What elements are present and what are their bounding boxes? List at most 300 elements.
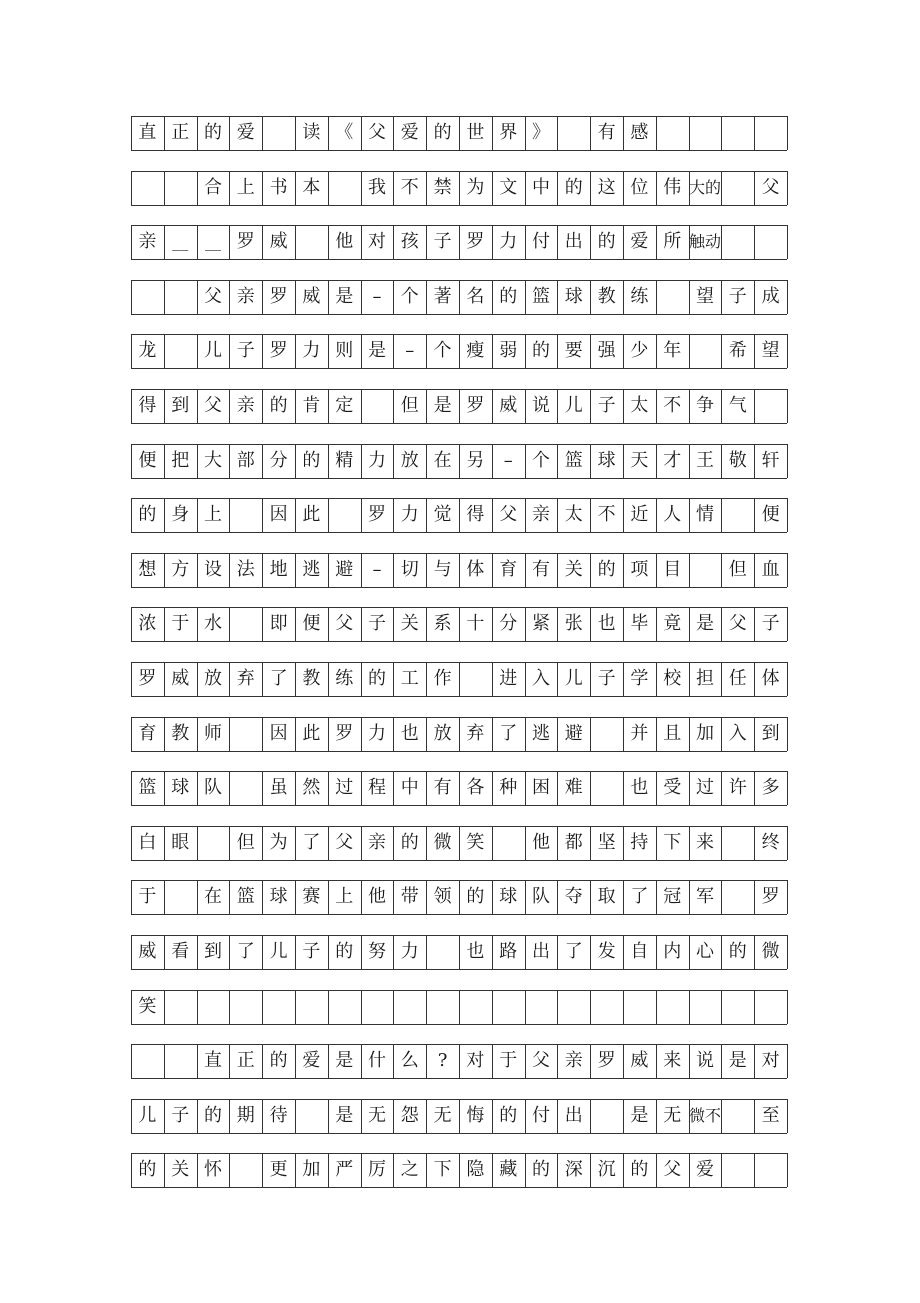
grid-cell: 罗 [466, 395, 485, 416]
grid-cell: 的 [728, 941, 747, 962]
grid-cell: 球 [597, 449, 616, 471]
grid-line [131, 423, 787, 424]
grid-cell: 则 [335, 340, 354, 362]
text-row [131, 444, 787, 478]
grid-cell: 是 [335, 1104, 354, 1126]
grid-cell [229, 498, 262, 532]
grid-cell: 正 [171, 122, 190, 143]
grid-cell: – [372, 558, 382, 580]
grid-cell: 的 [433, 122, 452, 143]
grid-cell: 也 [597, 613, 616, 635]
grid-cell [590, 717, 623, 751]
grid-cell [590, 1099, 623, 1133]
grid-cell: 的 [499, 1104, 518, 1126]
grid-cell: 太 [630, 395, 649, 416]
grid-cell: 儿 [269, 941, 288, 962]
grid-cell: 中 [400, 777, 419, 799]
grid-cell: 威 [499, 395, 518, 416]
grid-cell: 种 [499, 777, 518, 799]
grid-cell: 轩 [761, 449, 780, 471]
grid-cell: 育 [138, 722, 157, 744]
grid-cell [393, 990, 426, 1024]
grid-cell: 与 [433, 558, 452, 580]
grid-cell [754, 389, 787, 423]
grid-cell [590, 990, 623, 1024]
grid-line [131, 751, 787, 752]
grid-cell: 体 [761, 668, 780, 689]
grid-cell: 到 [761, 722, 780, 744]
grid-cell: 争 [695, 395, 714, 416]
grid-cell: 罗 [335, 722, 354, 744]
grid-cell: 无 [367, 1104, 386, 1126]
grid-cell: 篮 [236, 886, 255, 908]
grid-line [787, 280, 788, 314]
grid-cell [328, 498, 361, 532]
grid-cell: 亲 [236, 395, 255, 416]
grid-cell: 父 [728, 613, 747, 635]
grid-cell: 过 [335, 777, 354, 799]
grid-cell: 避 [564, 722, 583, 744]
grid-cell: 任 [728, 668, 747, 689]
grid-line [787, 498, 788, 532]
grid-cell: 球 [269, 886, 288, 908]
grid-cell: 感 [630, 122, 649, 143]
grid-cell: 方 [171, 558, 190, 580]
grid-cell: 十 [466, 613, 485, 635]
grid-cell: 且 [663, 722, 682, 744]
grid-cell: 的 [203, 1104, 222, 1126]
text-row [131, 171, 787, 205]
grid-cell: 便 [302, 613, 321, 635]
grid-cell [328, 990, 361, 1024]
grid-cell: 入 [728, 722, 747, 744]
grid-cell: 球 [564, 285, 583, 307]
grid-cell: 的 [269, 1050, 288, 1072]
grid-cell: 位 [630, 176, 649, 198]
grid-cell: 眼 [171, 831, 190, 853]
grid-cell: 肯 [302, 395, 321, 416]
grid-cell: 张 [564, 613, 583, 635]
grid-cell [164, 171, 197, 205]
grid-cell: 亲 [564, 1050, 583, 1072]
grid-cell: 来 [695, 831, 714, 853]
text-row [131, 607, 787, 641]
grid-cell: 龙 [138, 340, 157, 362]
grid-cell: 路 [499, 941, 518, 962]
grid-line [131, 1024, 787, 1025]
grid-cell [164, 990, 197, 1024]
grid-line [787, 171, 788, 205]
grid-cell: 弃 [236, 668, 255, 689]
grid-cell: 难 [564, 777, 583, 799]
grid-cell: 不 [597, 504, 616, 526]
grid-cell: 工 [400, 668, 419, 689]
grid-cell: ? [437, 1050, 448, 1072]
grid-cell [689, 334, 722, 368]
grid-cell: 儿 [564, 395, 583, 416]
grid-cell: 他 [335, 231, 354, 253]
grid-cell: 直 [203, 1050, 222, 1072]
grid-cell: 的 [597, 231, 616, 253]
grid-cell: 然 [302, 777, 321, 799]
grid-cell: 放 [203, 668, 222, 689]
grid-line [787, 935, 788, 969]
grid-cell: 微 [433, 831, 452, 853]
grid-cell: 力 [302, 340, 321, 362]
grid-cell: 说 [695, 1050, 714, 1072]
grid-cell: 威 [138, 941, 157, 962]
grid-cell: 微 [761, 941, 780, 962]
grid-cell: 本 [302, 176, 321, 198]
grid-line [787, 553, 788, 587]
grid-cell: 笑 [466, 831, 485, 853]
grid-cell: 才 [663, 449, 682, 471]
grid-cell: 子 [761, 613, 780, 635]
grid-cell: 得 [138, 395, 157, 416]
grid-cell: 父 [663, 1159, 682, 1181]
grid-cell: 罗 [138, 668, 157, 689]
grid-cell: 多 [761, 777, 780, 799]
grid-cell: 望 [695, 285, 714, 307]
grid-cell: 是 [367, 340, 386, 362]
grid-cell: 在 [433, 449, 452, 471]
grid-cell: 精 [335, 449, 354, 471]
grid-cell: 校 [663, 668, 682, 689]
grid-line [131, 914, 787, 915]
grid-cell: 教 [171, 722, 190, 744]
grid-cell: 情 [695, 504, 714, 526]
grid-cell [262, 116, 295, 150]
grid-cell [262, 990, 295, 1024]
grid-cell: 伟 [663, 176, 682, 198]
grid-cell: 来 [663, 1050, 682, 1072]
grid-line [131, 314, 787, 315]
grid-line [131, 532, 787, 533]
grid-cell: 为 [269, 831, 288, 853]
grid-cell [754, 116, 787, 150]
grid-cell: 持 [630, 831, 649, 853]
grid-line [787, 990, 788, 1024]
grid-cell [721, 990, 754, 1024]
text-row [131, 280, 787, 314]
grid-line [131, 641, 787, 642]
grid-cell: 水 [203, 613, 222, 635]
grid-line [131, 1078, 787, 1079]
grid-cell: 即 [269, 613, 288, 635]
grid-cell: 父 [335, 831, 354, 853]
grid-cell: 了 [236, 941, 255, 962]
text-row [131, 1099, 787, 1133]
grid-cell: 篮 [531, 285, 550, 307]
grid-cell: 便 [761, 504, 780, 526]
grid-cell: 但 [728, 558, 747, 580]
grid-cell: 微不 [688, 1105, 721, 1125]
grid-cell [131, 171, 164, 205]
grid-cell [229, 1153, 262, 1187]
grid-cell [721, 1099, 754, 1133]
grid-cell: – [372, 285, 382, 307]
grid-cell: 下 [663, 831, 682, 853]
grid-cell: 这 [597, 176, 616, 198]
grid-cell: 入 [531, 668, 550, 689]
text-row [131, 1044, 787, 1078]
grid-cell: 父 [203, 395, 222, 416]
grid-cell: 教 [302, 668, 321, 689]
grid-line [131, 860, 787, 861]
grid-cell: 关 [171, 1159, 190, 1181]
grid-cell: 气 [728, 395, 747, 416]
grid-cell: 悔 [466, 1104, 485, 1126]
grid-cell: 付 [531, 231, 550, 253]
grid-cell: 沉 [597, 1159, 616, 1181]
grid-cell: 力 [367, 722, 386, 744]
text-row [131, 389, 787, 423]
grid-cell: 成 [761, 285, 780, 307]
grid-cell: 个 [531, 449, 550, 471]
grid-cell: 也 [630, 777, 649, 799]
grid-cell: 儿 [203, 340, 222, 362]
grid-cell: 的 [597, 558, 616, 580]
grid-cell: 球 [499, 886, 518, 908]
grid-cell: 在 [203, 886, 222, 908]
grid-cell: 育 [499, 558, 518, 580]
grid-cell: 了 [269, 668, 288, 689]
grid-cell: 困 [531, 777, 550, 799]
grid-cell: 子 [597, 395, 616, 416]
grid-cell: 虽 [269, 777, 288, 799]
grid-line [131, 368, 787, 369]
grid-cell: 夺 [564, 886, 583, 908]
grid-cell [295, 990, 328, 1024]
grid-cell: 坚 [597, 831, 616, 853]
grid-cell: 进 [499, 668, 518, 689]
grid-cell: 年 [663, 340, 682, 362]
grid-cell: 近 [630, 504, 649, 526]
text-row [131, 771, 787, 805]
grid-cell: 到 [171, 395, 190, 416]
grid-cell [492, 826, 525, 860]
grid-cell: 少 [630, 340, 649, 362]
grid-cell: 爱 [302, 1050, 321, 1072]
grid-cell: 名 [466, 285, 485, 307]
grid-cell: 并 [630, 722, 649, 744]
grid-cell [721, 1153, 754, 1187]
grid-line [787, 662, 788, 696]
grid-cell: 因 [269, 504, 288, 526]
grid-cell: 也 [466, 941, 485, 962]
grid-cell: 但 [236, 831, 255, 853]
text-row [131, 662, 787, 696]
grid-line [787, 225, 788, 259]
grid-cell: 威 [269, 231, 288, 253]
grid-cell: 想 [138, 558, 157, 580]
grid-cell: 藏 [499, 1159, 518, 1181]
grid-cell: 人 [663, 504, 682, 526]
grid-cell: 放 [433, 722, 452, 744]
grid-cell: 加 [302, 1159, 321, 1181]
grid-cell: 个 [433, 340, 452, 362]
grid-cell [623, 990, 656, 1024]
grid-cell: 笑 [138, 995, 157, 1017]
grid-cell: 篮 [564, 449, 583, 471]
grid-cell: 受 [663, 777, 682, 799]
grid-cell: 了 [630, 886, 649, 908]
grid-cell: 于 [499, 1050, 518, 1072]
grid-cell: 法 [236, 558, 255, 580]
grid-cell: 了 [499, 722, 518, 744]
grid-cell [426, 935, 459, 969]
grid-cell: __ [204, 232, 221, 252]
grid-cell [721, 880, 754, 914]
grid-cell: 怀 [203, 1159, 222, 1181]
title-row [131, 116, 787, 150]
grid-cell: 军 [695, 886, 714, 908]
grid-cell: 爱 [630, 231, 649, 253]
grid-cell: 体 [466, 558, 485, 580]
grid-cell [361, 389, 394, 423]
grid-cell: 子 [597, 668, 616, 689]
grid-line [787, 116, 788, 150]
grid-cell: 练 [335, 668, 354, 689]
grid-cell: 球 [171, 777, 190, 799]
grid-cell: 亲 [236, 285, 255, 307]
grid-cell: 弃 [466, 722, 485, 744]
grid-cell: 子 [433, 231, 452, 253]
grid-cell: 队 [203, 777, 222, 799]
grid-cell [164, 1044, 197, 1078]
grid-cell: 关 [564, 558, 583, 580]
grid-cell [197, 990, 230, 1024]
grid-cell: 他 [531, 831, 550, 853]
grid-cell: 程 [367, 777, 386, 799]
grid-cell: – [503, 449, 513, 471]
grid-line [131, 1133, 787, 1134]
grid-line [131, 150, 787, 151]
grid-cell: 终 [761, 831, 780, 853]
grid-cell: 希 [728, 340, 747, 362]
grid-cell: 威 [171, 668, 190, 689]
grid-cell: 领 [433, 886, 452, 908]
text-row [131, 935, 787, 969]
grid-cell [557, 990, 590, 1024]
grid-cell [164, 880, 197, 914]
grid-cell: 触动 [688, 232, 721, 252]
grid-cell: 心 [695, 941, 714, 962]
grid-cell: 待 [269, 1104, 288, 1126]
grid-cell: 是 [630, 1104, 649, 1126]
grid-cell: 大 [203, 449, 222, 471]
grid-cell: 孩 [400, 231, 419, 253]
grid-cell: 个 [400, 285, 419, 307]
grid-cell: 学 [630, 668, 649, 689]
grid-cell: 项 [630, 558, 649, 580]
grid-cell: 至 [761, 1104, 780, 1126]
grid-cell: 期 [236, 1104, 255, 1126]
grid-cell: 的 [564, 176, 583, 198]
grid-cell: 父 [367, 122, 386, 143]
grid-cell: 出 [564, 231, 583, 253]
grid-cell: 另 [466, 449, 485, 471]
grid-cell: 冠 [663, 886, 682, 908]
grid-line [131, 805, 787, 806]
grid-cell: 于 [138, 886, 157, 908]
grid-cell [131, 280, 164, 314]
grid-cell: 瘦 [466, 340, 485, 362]
text-row [131, 334, 787, 368]
grid-cell: 不 [400, 176, 419, 198]
grid-cell: 作 [433, 668, 452, 689]
grid-cell: 太 [564, 504, 583, 526]
grid-cell: 有 [531, 558, 550, 580]
grid-cell: 父 [499, 504, 518, 526]
grid-cell: 加 [695, 722, 714, 744]
grid-cell: 亲 [531, 504, 550, 526]
grid-cell [656, 990, 689, 1024]
grid-line [131, 259, 787, 260]
grid-cell: __ [172, 232, 189, 252]
grid-cell: 之 [400, 1159, 419, 1181]
grid-cell: 强 [597, 340, 616, 362]
grid-cell: 父 [761, 176, 780, 198]
grid-cell [721, 498, 754, 532]
grid-cell: 我 [367, 176, 386, 198]
grid-cell: 血 [761, 558, 780, 580]
grid-cell: 怨 [400, 1104, 419, 1126]
grid-cell: 父 [203, 285, 222, 307]
grid-cell: 关 [400, 613, 419, 635]
grid-cell: 切 [400, 558, 419, 580]
grid-cell: 此 [302, 504, 321, 526]
grid-cell: 付 [531, 1104, 550, 1126]
grid-cell: 都 [564, 831, 583, 853]
grid-cell: 逃 [302, 558, 321, 580]
grid-cell [656, 280, 689, 314]
grid-line [131, 587, 787, 588]
grid-cell [459, 662, 492, 696]
grid-cell: 部 [236, 449, 255, 471]
grid-cell: 分 [499, 613, 518, 635]
grid-cell: 出 [531, 941, 550, 962]
grid-cell: 爱 [236, 122, 255, 143]
grid-cell [754, 990, 787, 1024]
grid-cell: 世 [466, 122, 485, 143]
grid-cell: 毕 [630, 613, 649, 635]
grid-cell: 的 [531, 1159, 550, 1181]
grid-cell: 有 [433, 777, 452, 799]
grid-cell [557, 116, 590, 150]
grid-cell: 系 [433, 613, 452, 635]
grid-cell: 亲 [367, 831, 386, 853]
grid-cell: 子 [171, 1104, 190, 1126]
grid-cell: 儿 [564, 668, 583, 689]
grid-cell [229, 717, 262, 751]
grid-cell: 对 [761, 1050, 780, 1072]
grid-cell: 练 [630, 285, 649, 307]
grid-cell [721, 225, 754, 259]
grid-cell: 子 [302, 941, 321, 962]
grid-cell: 王 [695, 449, 714, 471]
grid-cell: 父 [531, 1050, 550, 1072]
grid-cell: 他 [367, 886, 386, 908]
grid-cell [689, 553, 722, 587]
grid-cell: 师 [203, 722, 222, 744]
grid-cell: 内 [663, 941, 682, 962]
grid-cell: 的 [499, 285, 518, 307]
grid-cell: 上 [335, 886, 354, 908]
grid-cell: 文 [499, 176, 518, 198]
grid-cell: 子 [367, 613, 386, 635]
grid-cell [689, 990, 722, 1024]
